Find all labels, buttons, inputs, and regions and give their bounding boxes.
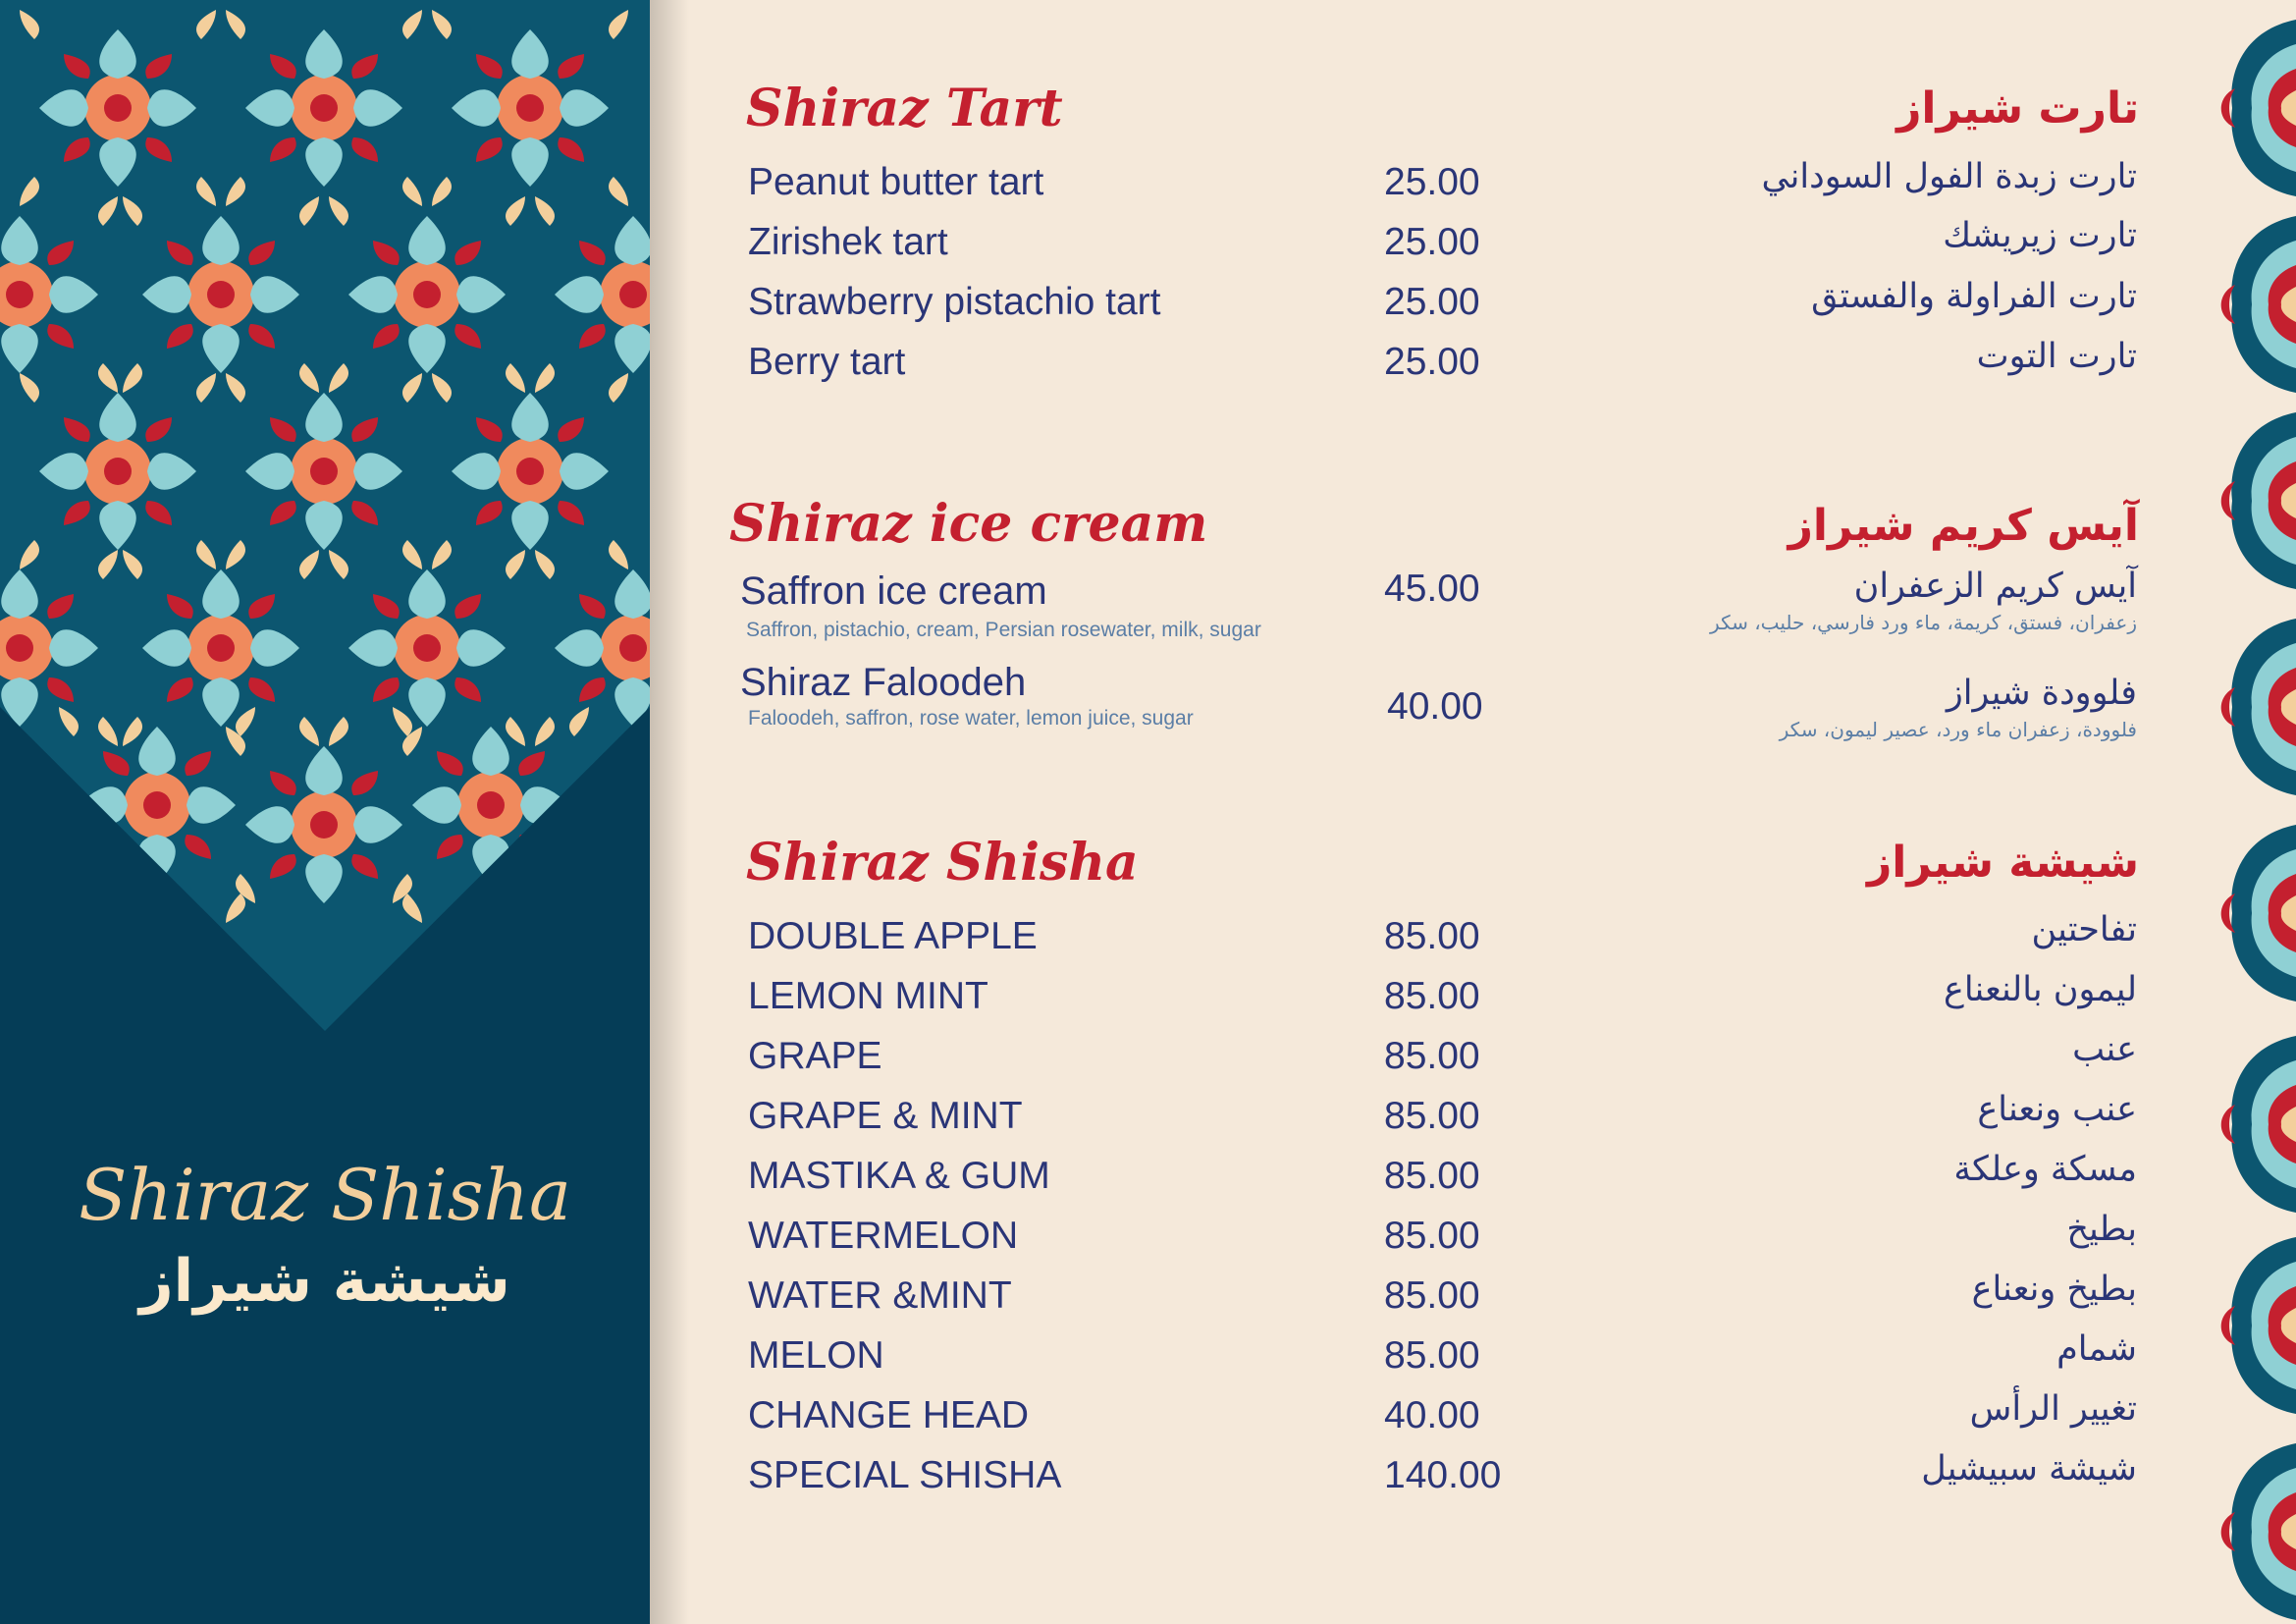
- section-title-shisha-arabic: شيشة شيراز: [1866, 838, 2139, 888]
- menu-item-name-arabic: عنب: [2072, 1030, 2137, 1069]
- menu-item-description: Faloodeh, saffron, rose water, lemon juice, sugar: [748, 707, 1194, 730]
- section-title-icecream-arabic: آيس كريم شيراز: [1788, 501, 2139, 551]
- menu-item-name-arabic: عنب ونعناع: [1977, 1090, 2137, 1129]
- spine-shadow: [650, 0, 689, 1624]
- menu-item-name-arabic: آيس كريم الزعفران: [1853, 567, 2137, 606]
- menu-item-name: WATERMELON: [748, 1215, 1019, 1257]
- menu-item-name-arabic: تغيير الرأس: [1969, 1389, 2137, 1429]
- menu-item-description-arabic: زعفران، فستق، كريمة، ماء ورد فارسي، حليب، سكر: [1710, 611, 2137, 634]
- menu-item-description: Saffron, pistachio, cream, Persian rosewater, milk, sugar: [746, 619, 1261, 641]
- menu-item-name: GRAPE: [748, 1035, 882, 1077]
- menu-item-price: 85.00: [1384, 975, 1480, 1017]
- menu-item-name: Berry tart: [748, 341, 906, 383]
- menu-item-price: 25.00: [1384, 281, 1480, 323]
- menu-item-name: Shiraz Faloodeh: [740, 661, 1027, 704]
- cover-title: Shiraz Shisha: [79, 1154, 571, 1236]
- menu-item-name-arabic: تارت زبدة الفول السوداني: [1761, 157, 2137, 196]
- section-title-tart-arabic: تارت شيراز: [1896, 83, 2139, 134]
- menu-item-price: 85.00: [1384, 1035, 1480, 1077]
- cover-title-arabic: شيشة شيراز: [139, 1247, 510, 1316]
- menu-item-name: MELON: [748, 1334, 884, 1377]
- menu-item-name: WATER &MINT: [748, 1274, 1012, 1317]
- menu-item-price: 85.00: [1384, 1215, 1480, 1257]
- menu-item-name: SPECIAL SHISHA: [748, 1454, 1062, 1496]
- menu-item-price: 25.00: [1384, 341, 1480, 383]
- menu-item-description-arabic: فلوودة، زعفران ماء ورد، عصير ليمون، سكر: [1779, 718, 2137, 741]
- menu-item-name-arabic: شمام: [2056, 1329, 2137, 1369]
- menu-item-price: 25.00: [1384, 161, 1480, 203]
- menu-item-name-arabic: مسكة وعلكة: [1953, 1150, 2137, 1189]
- menu-item-price: 40.00: [1387, 685, 1483, 728]
- menu-item-name-arabic: تفاحتين: [2031, 910, 2137, 949]
- section-title-tart: Shiraz Tart: [746, 79, 1063, 138]
- menu-item-price: 140.00: [1384, 1454, 1502, 1496]
- ornamental-pattern: [0, 0, 650, 1041]
- menu-item-name: MASTIKA & GUM: [748, 1155, 1050, 1197]
- cover-panel: [0, 0, 650, 1624]
- menu-item-price: 45.00: [1384, 568, 1480, 610]
- menu-item-name-arabic: تارت الفراولة والفستق: [1811, 277, 2137, 316]
- menu-item-price: 85.00: [1384, 1155, 1480, 1197]
- menu-item-name: DOUBLE APPLE: [748, 915, 1038, 957]
- menu-item-name-arabic: شيشة سبيشيل: [1921, 1449, 2137, 1489]
- menu-item-name: Peanut butter tart: [748, 161, 1044, 203]
- menu-item-name: Zirishek tart: [748, 221, 948, 263]
- menu-item-name: CHANGE HEAD: [748, 1394, 1030, 1436]
- menu-item-price: 85.00: [1384, 1274, 1480, 1317]
- menu-item-price: 40.00: [1384, 1394, 1480, 1436]
- menu-item-name-arabic: فلوودة شيراز: [1946, 674, 2137, 713]
- menu-item-name: LEMON MINT: [748, 975, 988, 1017]
- menu-item-price: 85.00: [1384, 915, 1480, 957]
- menu-item-price: 25.00: [1384, 221, 1480, 263]
- menu-item-name-arabic: بطيخ ونعناع: [1971, 1270, 2137, 1309]
- menu-item-name: Strawberry pistachio tart: [748, 281, 1161, 323]
- menu-item-name-arabic: بطيخ: [2066, 1210, 2137, 1249]
- right-ornament-border: [2188, 0, 2296, 1624]
- section-title-icecream: Shiraz ice cream: [729, 494, 1208, 554]
- menu-item-price: 85.00: [1384, 1334, 1480, 1377]
- menu-item-name-arabic: تارت زيريشك: [1943, 216, 2137, 255]
- menu-item-name-arabic: ليمون بالنعناع: [1944, 970, 2137, 1009]
- menu-item-name: GRAPE & MINT: [748, 1095, 1023, 1137]
- menu-item-price: 85.00: [1384, 1095, 1480, 1137]
- section-title-shisha: Shiraz Shisha: [746, 833, 1139, 893]
- menu-item-name-arabic: تارت التوت: [1976, 337, 2137, 376]
- menu-item-name: Saffron ice cream: [740, 569, 1047, 613]
